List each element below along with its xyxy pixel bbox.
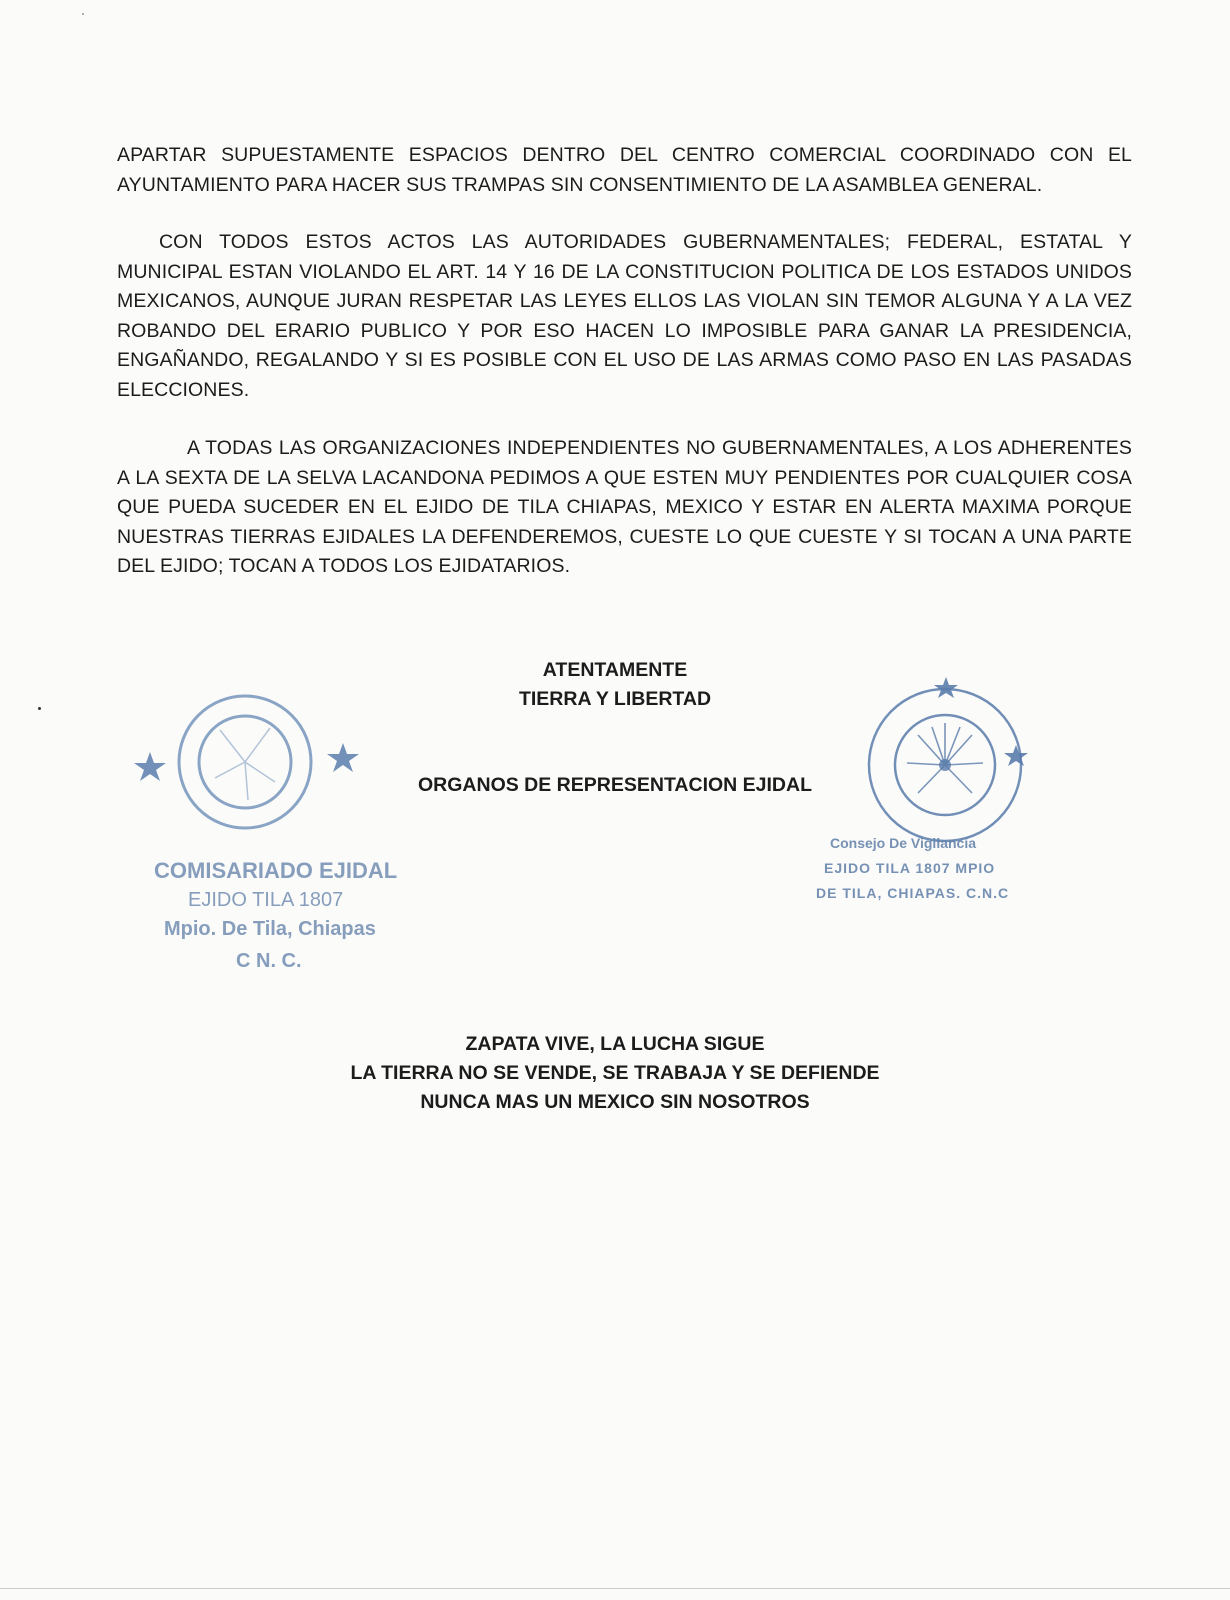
stamp-right-line-2: EJIDO TILA 1807 MPIO [824, 860, 996, 876]
page-bottom-edge [0, 1588, 1230, 1589]
closing-motto: TIERRA Y LIBERTAD [518, 688, 712, 710]
paper-speck [82, 13, 84, 15]
stamp-right-line-3: DE TILA, CHIAPAS. C.N.C [816, 885, 1010, 901]
closing-organ: ORGANOS DE REPRESENTACION EJIDAL [417, 774, 813, 796]
stamp-consejo-vigilancia [816, 675, 1050, 945]
stamp-left-line-3: Mpio. De Tila, Chiapas [164, 918, 376, 940]
slogan-2: LA TIERRA NO SE VENDE, SE TRABAJA Y SE DEFIENDE [350, 1062, 880, 1084]
slogan-3: NUNCA MAS UN MEXICO SIN NOSOTROS [420, 1091, 810, 1113]
stamp-comisariado [130, 690, 410, 990]
closing-atentamente: ATENTAMENTE [542, 659, 688, 681]
seal-left-emblem [130, 690, 360, 850]
stamp-left-line-2: EJIDO TILA 1807 [188, 889, 344, 911]
paragraph-1: APARTAR SUPUESTAMENTE ESPACIOS DENTRO DEL CENTRO COMERCIAL COORDINADO CON EL AYUNTAMIENTO PARA HACER SUS TRAMPAS SIN CONSENTIMIENTO DE LA ASAMBLEA GENERAL. [117, 144, 1132, 196]
paper-speck [38, 707, 41, 710]
stamp-left-line-4: C N. C. [236, 950, 302, 972]
slogan-1: ZAPATA VIVE, LA LUCHA SIGUE [465, 1033, 765, 1055]
paragraph-2: CON TODOS ESTOS ACTOS LAS AUTORIDADES GUBERNAMENTALES; FEDERAL, ESTATAL Y MUNICIPAL ESTAN VIOLANDO EL ART. 14 Y 16 DE LA CONSTITUCION POLITICA DE LOS ESTADOS UNIDOS MEXICANOS, AUNQUE JURAN RESPETAR LAS LEYES ELLOS LAS VIOLAN SIN TEMOR ALGUNA Y A LA VEZ ROBANDO DEL ERARIO PUBLICO Y POR ESO HACEN LO IMPOSIBLE PARA GANAR LA PRESIDENCIA, ENGAÑANDO, REGALANDO Y SI ES POSIBLE CON EL USO DE LAS ARMAS COMO PASO EN LAS PASADAS ELECCIONES. [117, 231, 1132, 401]
stamp-right-line-1: Consejo De Vigilancia [830, 835, 977, 851]
paragraph-3: A TODAS LAS ORGANIZACIONES INDEPENDIENTES NO GUBERNAMENTALES, A LOS ADHERENTES A LA SEXTA DE LA SELVA LACANDONA PEDIMOS A QUE ESTEN MUY PENDIENTES POR CUALQUIER COSA QUE PUEDA SUCEDER EN EL EJIDO DE TILA CHIAPAS, MEXICO Y ESTAR EN ALERTA MAXIMA PORQUE NUESTRAS TIERRAS EJIDALES LA DEFENDEREMOS, CUESTE LO QUE CUESTE Y SI TOCAN A UNA PARTE DEL EJIDO; TOCAN A TODOS LOS EJIDATARIOS. [117, 437, 1132, 577]
seal-right-emblem [820, 675, 1050, 845]
stamp-left-line-1: COMISARIADO EJIDAL [154, 858, 398, 883]
